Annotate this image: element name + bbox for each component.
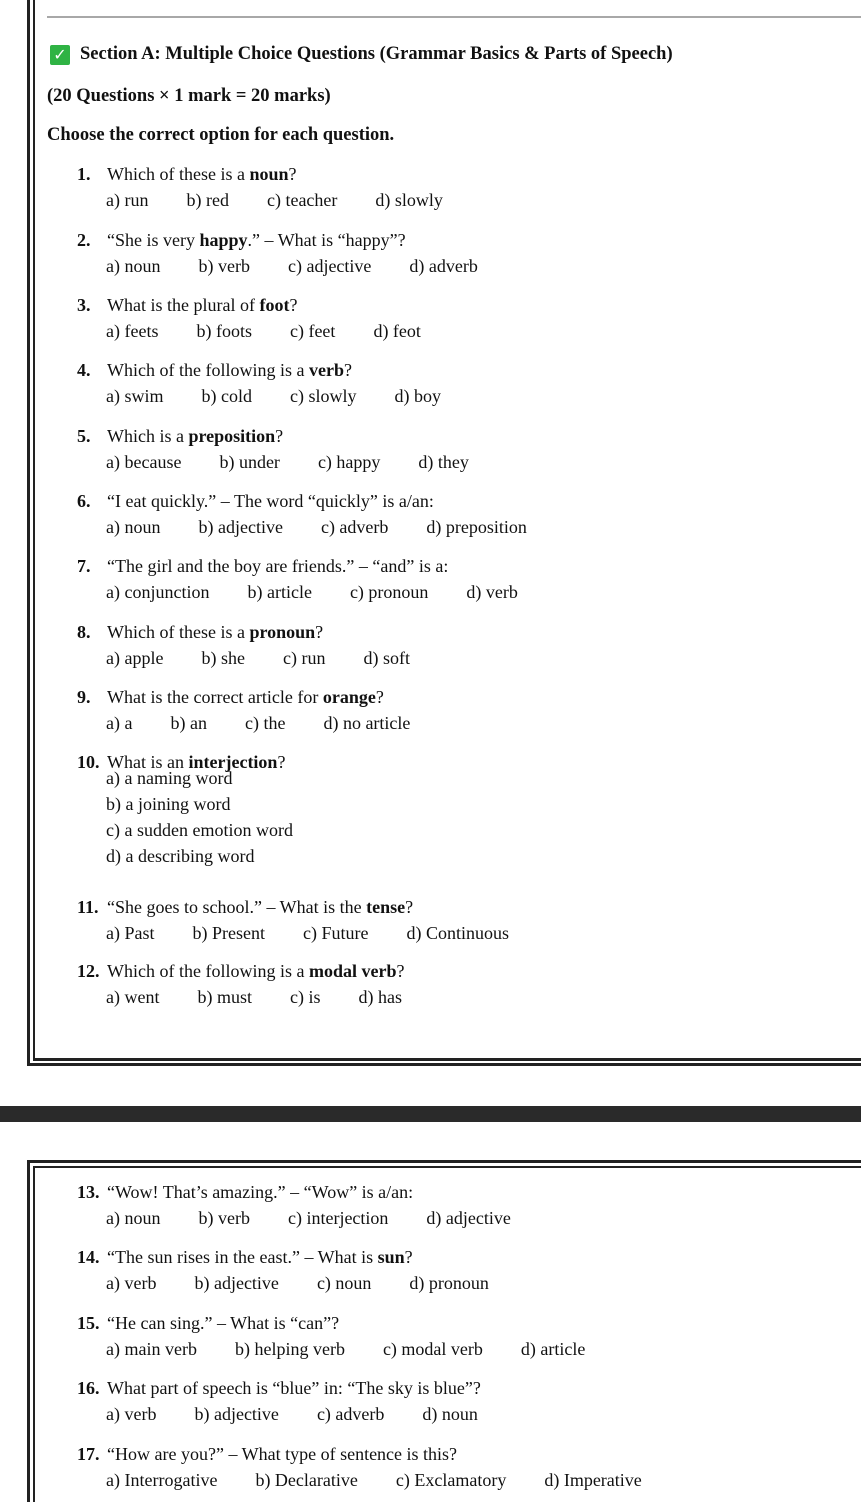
question-number: 4. (77, 360, 91, 380)
option-row (106, 1404, 478, 1425)
answer-option[interactable]: d) preposition (426, 517, 527, 537)
answer-option[interactable]: a) a naming word (106, 768, 233, 788)
answer-option[interactable]: d) has (358, 987, 402, 1007)
key-term: modal verb (308, 961, 397, 981)
question-text: Which of these is a pronoun? (107, 622, 324, 642)
page-separator (0, 1106, 861, 1122)
answer-option[interactable]: c) interjection (287, 1208, 389, 1228)
answer-option[interactable]: c) run (282, 648, 326, 668)
option-row (106, 517, 527, 538)
page-border (27, 1160, 30, 1502)
answer-option[interactable]: d) article (520, 1339, 586, 1359)
answer-option[interactable]: d) slowly (375, 190, 443, 210)
option-row (106, 987, 402, 1008)
question-9 (77, 687, 384, 708)
question-6 (77, 491, 434, 512)
answer-option[interactable]: c) slowly (289, 386, 357, 406)
answer-option[interactable]: b) an (170, 713, 207, 733)
answer-option[interactable]: b) Declarative (255, 1470, 358, 1490)
question-text: “How are you?” – What type of sentence is this? (107, 1444, 458, 1464)
answer-option[interactable]: c) adjective (287, 256, 372, 276)
page-border (33, 1166, 35, 1502)
answer-option[interactable]: c) Future (302, 923, 369, 943)
question-2 (77, 230, 406, 251)
checkmark-icon: ✓ (50, 45, 70, 65)
answer-option[interactable]: c) Exclamatory (395, 1470, 507, 1490)
answer-option[interactable]: c) feet (289, 321, 336, 341)
answer-option[interactable]: a) verb (106, 1404, 157, 1424)
question-number: 12. (77, 961, 100, 981)
answer-option[interactable]: a) conjunction (106, 582, 210, 602)
answer-option[interactable]: d) boy (394, 386, 441, 406)
question-1 (77, 164, 297, 185)
answer-option[interactable]: b) cold (201, 386, 252, 406)
answer-option[interactable]: c) modal verb (382, 1339, 483, 1359)
key-term: noun (249, 164, 289, 184)
question-8 (77, 622, 323, 643)
answer-option[interactable]: a) Interrogative (106, 1470, 218, 1490)
question-number: 6. (77, 491, 91, 511)
question-16 (77, 1378, 481, 1399)
answer-option[interactable]: c) pronoun (349, 582, 429, 602)
answer-option[interactable]: a) run (106, 190, 149, 210)
question-7 (77, 556, 448, 577)
question-number: 1. (77, 164, 91, 184)
option-row (106, 1273, 489, 1294)
question-text: Which of these is a noun? (107, 164, 297, 184)
page-border (27, 1160, 861, 1163)
page-border (33, 1166, 861, 1168)
question-number: 17. (77, 1444, 100, 1464)
answer-option[interactable]: c) teacher (266, 190, 338, 210)
answer-option[interactable]: b) helping verb (234, 1339, 345, 1359)
question-text: Which is a preposition? (107, 426, 284, 446)
answer-option[interactable]: b) red (186, 190, 229, 210)
question-text: “Wow! That’s amazing.” – “Wow” is a/an: (107, 1182, 414, 1202)
answer-option[interactable]: d) soft (363, 648, 410, 668)
answer-option[interactable]: b) Present (192, 923, 265, 943)
answer-option[interactable]: a) noun (106, 517, 161, 537)
option-row (106, 386, 441, 407)
key-term: foot (259, 295, 290, 315)
question-text: Which of the following is a verb? (107, 360, 352, 380)
question-number: 10. (77, 752, 100, 772)
option-row (106, 1470, 642, 1491)
question-number: 13. (77, 1182, 100, 1202)
answer-option[interactable]: d) no article (323, 713, 411, 733)
answer-option[interactable]: c) adverb (320, 517, 389, 537)
question-number: 7. (77, 556, 91, 576)
page-border (33, 1058, 861, 1061)
question-number: 8. (77, 622, 91, 642)
question-number: 14. (77, 1247, 100, 1267)
question-number: 5. (77, 426, 91, 446)
page-border (33, 0, 35, 1060)
answer-option[interactable]: d) a describing word (106, 846, 255, 866)
section-title-text: Section A: Multiple Choice Questions (Grammar Basics & Parts of Speech) (80, 44, 673, 64)
key-term: verb (308, 360, 344, 380)
answer-option[interactable]: d) noun (422, 1404, 478, 1424)
question-text: “She is very happy.” – What is “happy”? (107, 230, 406, 250)
answer-option[interactable]: c) noun (316, 1273, 372, 1293)
answer-option[interactable]: a) noun (106, 1208, 161, 1228)
answer-option[interactable]: c) happy (317, 452, 381, 472)
answer-option[interactable]: a) feets (106, 321, 159, 341)
question-number: 16. (77, 1378, 100, 1398)
answer-option[interactable]: c) the (244, 713, 286, 733)
key-term: happy (199, 230, 248, 250)
option-row (106, 582, 518, 603)
question-number: 2. (77, 230, 91, 250)
question-text: “The sun rises in the east.” – What is sun? (107, 1247, 413, 1267)
answer-option[interactable]: a) Past (106, 923, 155, 943)
question-5 (77, 426, 283, 447)
answer-option[interactable]: b) verb (198, 256, 250, 276)
option-list (106, 765, 293, 869)
question-11 (77, 897, 413, 918)
answer-option[interactable]: b) adjective (194, 1273, 279, 1293)
answer-option[interactable]: a) went (106, 987, 160, 1007)
answer-option[interactable]: b) must (197, 987, 252, 1007)
option-row (106, 1208, 511, 1229)
answer-option[interactable]: a) noun (106, 256, 161, 276)
key-term: orange (322, 687, 376, 707)
answer-option[interactable]: d) feot (373, 321, 421, 341)
question-text: Which of the following is a modal verb? (107, 961, 405, 981)
page-border (27, 1063, 861, 1066)
option-row (106, 1339, 585, 1360)
answer-option[interactable]: b) verb (198, 1208, 250, 1228)
answer-option[interactable]: c) a sudden emotion word (106, 820, 293, 840)
answer-option[interactable]: a) because (106, 452, 182, 472)
answer-option[interactable]: d) adjective (426, 1208, 511, 1228)
option-row (106, 321, 421, 342)
question-text: “I eat quickly.” – The word “quickly” is a/an: (107, 491, 434, 511)
question-text: “He can sing.” – What is “can”? (107, 1313, 340, 1333)
answer-option[interactable]: d) Continuous (406, 923, 509, 943)
answer-option[interactable]: c) adverb (316, 1404, 385, 1424)
question-number: 15. (77, 1313, 100, 1333)
key-term: preposition (188, 426, 276, 446)
option-row (106, 713, 410, 734)
option-row (106, 648, 410, 669)
answer-option[interactable]: b) foots (196, 321, 252, 341)
key-term: tense (366, 897, 406, 917)
option-row (106, 256, 478, 277)
question-text: “She goes to school.” – What is the tense? (107, 897, 414, 917)
option-row (106, 452, 469, 473)
answer-option[interactable]: a) verb (106, 1273, 157, 1293)
question-number: 3. (77, 295, 91, 315)
instructions: Choose the correct option for each question. (47, 125, 395, 145)
key-term: pronoun (249, 622, 316, 642)
answer-option[interactable]: b) adjective (194, 1404, 279, 1424)
answer-option[interactable]: d) they (418, 452, 469, 472)
question-14 (77, 1247, 413, 1268)
question-text: What part of speech is “blue” in: “The sky is blue”? (107, 1378, 481, 1398)
question-text: What is the plural of foot? (107, 295, 298, 315)
question-12 (77, 961, 404, 982)
answer-option[interactable]: b) she (201, 648, 245, 668)
answer-option[interactable]: a) a (106, 713, 133, 733)
question-15 (77, 1313, 339, 1334)
page-border (27, 0, 30, 1066)
answer-option[interactable]: a) apple (106, 648, 164, 668)
answer-option[interactable]: b) a joining word (106, 794, 231, 814)
top-rule (47, 16, 861, 18)
marks-line: (20 Questions × 1 mark = 20 marks) (47, 86, 331, 106)
answer-option[interactable]: c) is (290, 987, 321, 1007)
answer-option[interactable]: a) swim (106, 386, 164, 406)
answer-option[interactable]: d) adverb (409, 256, 478, 276)
section-title (50, 44, 673, 65)
key-term: interjection (188, 752, 278, 772)
answer-option[interactable]: d) Imperative (544, 1470, 642, 1490)
question-13 (77, 1182, 413, 1203)
key-term: sun (377, 1247, 405, 1267)
question-text: What is an interjection? (107, 752, 286, 772)
question-text: What is the correct article for orange? (107, 687, 384, 707)
answer-option[interactable]: d) verb (466, 582, 518, 602)
question-number: 11. (77, 897, 99, 917)
option-row (106, 923, 509, 944)
question-4 (77, 360, 352, 381)
option-row (106, 190, 443, 211)
question-17 (77, 1444, 457, 1465)
question-text: “The girl and the boy are friends.” – “and” is a: (107, 556, 449, 576)
answer-option[interactable]: b) adjective (198, 517, 283, 537)
answer-option[interactable]: b) under (219, 452, 280, 472)
answer-option[interactable]: a) main verb (106, 1339, 197, 1359)
answer-option[interactable]: d) pronoun (409, 1273, 489, 1293)
answer-option[interactable]: b) article (247, 582, 312, 602)
question-number: 9. (77, 687, 91, 707)
question-3 (77, 295, 297, 316)
